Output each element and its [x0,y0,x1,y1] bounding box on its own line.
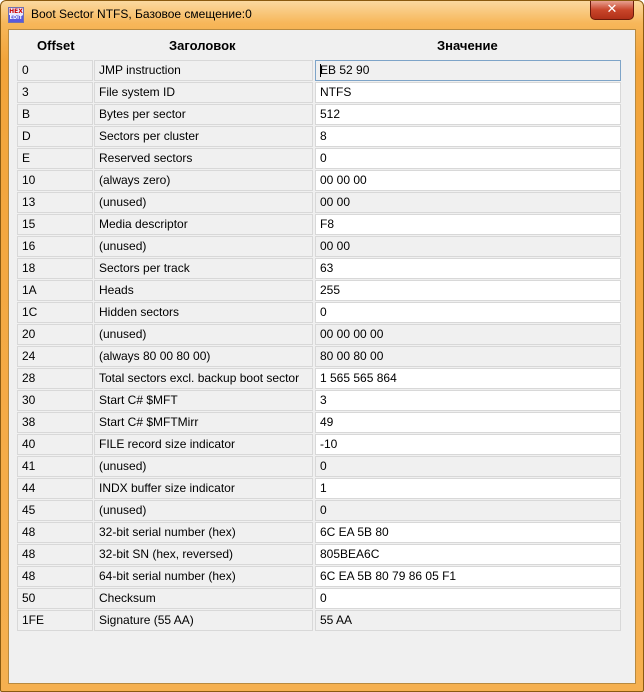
title-cell: Hidden sectors [94,302,313,323]
offset-cell: 41 [17,456,93,477]
value-field[interactable]: 0 [315,302,621,323]
offset-cell: D [17,126,93,147]
title-cell: (unused) [94,324,313,345]
title-cell: 32-bit SN (hex, reversed) [94,544,313,565]
offset-cell: 1C [17,302,93,323]
value-field: 00 00 [315,192,621,213]
value-field: 00 00 [315,236,621,257]
title-cell: File system ID [94,82,313,103]
value-field[interactable]: 49 [315,412,621,433]
title-cell: Media descriptor [94,214,313,235]
value-field[interactable]: 0 [315,588,621,609]
value-field[interactable]: 3 [315,390,621,411]
value-field: 0 [315,456,621,477]
offset-cell: 50 [17,588,93,609]
offset-cell: 13 [17,192,93,213]
table-header [9,30,635,60]
offset-cell: 30 [17,390,93,411]
offset-cell: 38 [17,412,93,433]
offset-cell: 48 [17,566,93,587]
title-bar[interactable] [1,1,643,29]
value-field: 55 AA [315,610,621,631]
offset-cell: 24 [17,346,93,367]
value-field[interactable]: 63 [315,258,621,279]
close-icon: ✕ [606,2,618,17]
title-cell: (unused) [94,192,313,213]
title-cell: JMP instruction [94,60,313,81]
app-icon-top-text: HEX [9,8,23,15]
title-cell: (always zero) [94,170,313,191]
value-field[interactable]: 6C EA 5B 80 [315,522,621,543]
title-cell: Total sectors excl. backup boot sector [94,368,313,389]
title-cell: Checksum [94,588,313,609]
title-cell: (unused) [94,236,313,257]
value-field: 00 00 00 00 [315,324,621,345]
value-field[interactable]: 255 [315,280,621,301]
offset-cell: 40 [17,434,93,455]
title-cell: Reserved sectors [94,148,313,169]
offset-cell: 48 [17,522,93,543]
offset-cell: 0 [17,60,93,81]
value-field[interactable]: NTFS [315,82,621,103]
title-cell: Sectors per track [94,258,313,279]
hex-editor-app-icon [8,7,24,23]
value-field[interactable]: 0 [315,148,621,169]
value-field[interactable]: 805BEA6C [315,544,621,565]
offset-cell: 15 [17,214,93,235]
offset-cell: E [17,148,93,169]
title-cell: (always 80 00 80 00) [94,346,313,367]
title-cell: (unused) [94,456,313,477]
value-field[interactable]: 1 [315,478,621,499]
offset-cell: 1A [17,280,93,301]
value-field[interactable]: -10 [315,434,621,455]
value-field: 0 [315,500,621,521]
offset-cell: 44 [17,478,93,499]
value-field: 80 00 80 00 [315,346,621,367]
title-cell: Start C# $MFT [94,390,313,411]
offset-cell: 1FE [17,610,93,631]
offset-cell: 10 [17,170,93,191]
header-value: Значение [437,38,498,53]
value-field[interactable] [315,60,621,81]
offset-cell: B [17,104,93,125]
title-cell: Signature (55 AA) [94,610,313,631]
app-icon-bottom-text: EDIT [9,15,23,21]
value-text: EB 52 90 [320,63,370,77]
title-cell: Bytes per sector [94,104,313,125]
value-field[interactable]: 512 [315,104,621,125]
title-cell: 64-bit serial number (hex) [94,566,313,587]
value-field[interactable]: 6C EA 5B 80 79 86 05 F1 [315,566,621,587]
header-title: Заголовок [169,38,236,53]
title-cell: (unused) [94,500,313,521]
value-field[interactable]: F8 [315,214,621,235]
title-cell: Start C# $MFTMirr [94,412,313,433]
close-button[interactable] [590,1,634,20]
offset-cell: 28 [17,368,93,389]
title-cell: Heads [94,280,313,301]
offset-cell: 48 [17,544,93,565]
value-field[interactable]: 1 565 565 864 [315,368,621,389]
header-offset: Offset [37,38,75,53]
offset-cell: 18 [17,258,93,279]
offset-cell: 16 [17,236,93,257]
offset-cell: 20 [17,324,93,345]
title-cell: Sectors per cluster [94,126,313,147]
offset-cell: 45 [17,500,93,521]
title-cell: INDX buffer size indicator [94,478,313,499]
value-field[interactable]: 00 00 00 [315,170,621,191]
title-cell: FILE record size indicator [94,434,313,455]
window-title: Boot Sector NTFS, Базовое смещение:0 [31,7,252,21]
title-cell: 32-bit serial number (hex) [94,522,313,543]
offset-cell: 3 [17,82,93,103]
value-field[interactable]: 8 [315,126,621,147]
boot-sector-table [8,29,636,684]
